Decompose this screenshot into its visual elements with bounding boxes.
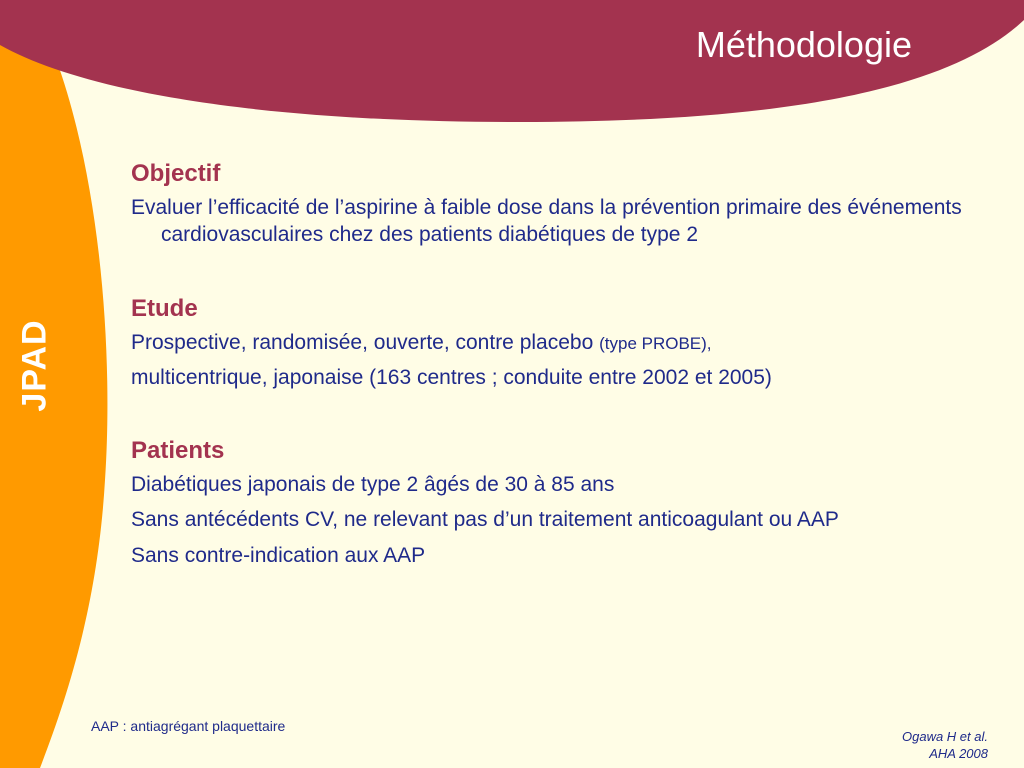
reference-authors: Ogawa H et al. [902,729,988,744]
etude-line-1-main: Prospective, randomisée, ouverte, contre placebo [131,330,594,354]
patients-line-1: Diabétiques japonais de type 2 âgés de 30 à 85 ans [131,473,615,497]
reference [902,729,988,763]
section-heading-objectif: Objectif [131,160,221,187]
section-heading-patients: Patients [131,437,225,465]
side-label: JPAD [15,318,54,412]
patients-line-3: Sans contre-indication aux AAP [131,543,426,567]
footnote: AAP : antiagrégant plaquettaire [91,718,286,734]
etude-line-2: multicentrique, japonaise (163 centres ; conduite entre 2002 et 2005) [131,365,772,389]
etude-line-1-small: (type PROBE), [599,333,712,353]
slide-content [131,160,1011,577]
section-heading-etude: Etude [131,294,198,322]
page-title: Méthodologie [695,24,912,65]
etude-line-1 [131,329,1011,356]
reference-source: AHA 2008 [929,745,988,761]
objectif-text: Evaluer l’efficacité de l’aspirine à faible dose dans la prévention primaire des événements cardiovasculaires chez des patients diabétiques de type 2 [131,196,962,247]
patients-line-2: Sans antécédents CV, ne relevant pas d’un traitement anticoagulant ou AAP [131,508,839,532]
